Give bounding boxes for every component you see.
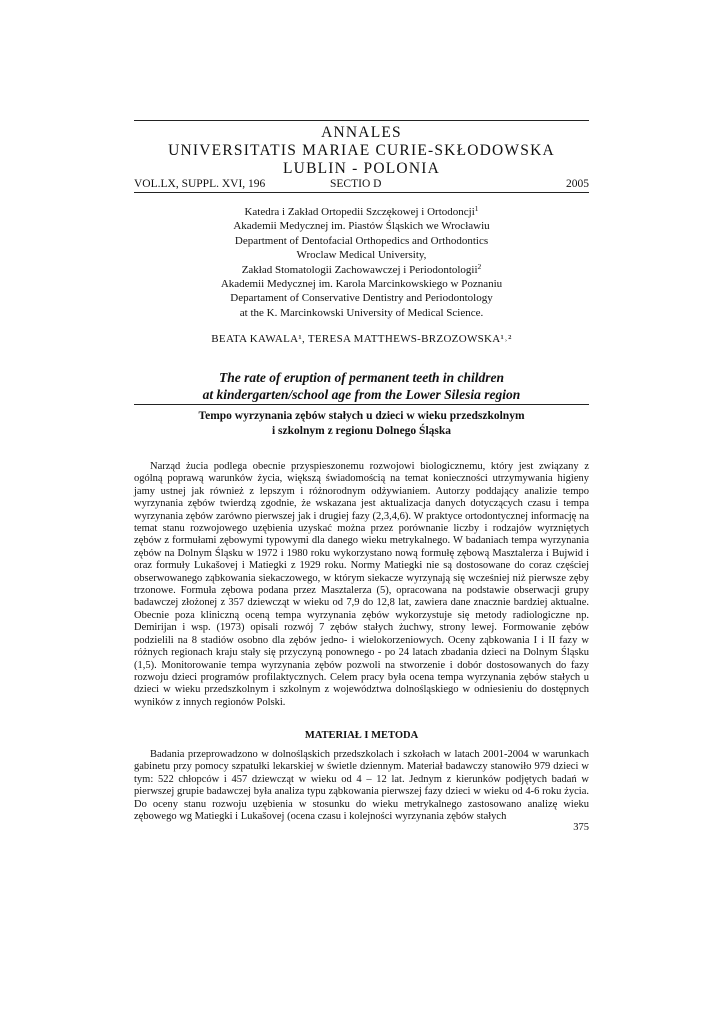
page-number: 375 [573, 822, 589, 833]
affiliation-line: Zakład Stomatologii Zachowawczej i Periodontologii$^2$ [241, 261, 482, 276]
polish-title-line1: Tempo wyrzynania zębów stałych u dzieci w wieku przedszkolnym [198, 410, 525, 422]
journal-name-line2: UNIVERSITATIS MARIAE CURIE-SKŁODOWSKA [168, 142, 555, 159]
method-text [134, 749, 589, 823]
affiliation-line: at the K. Marcinkowski University of Medical Science. [239, 306, 484, 319]
journal-name-line1: ANNALES [321, 124, 402, 141]
polish-title [134, 409, 589, 439]
english-title-line1: The rate of eruption of permanent teeth in children [218, 370, 504, 385]
affiliation-line: Departament of Conservative Dentistry and Periodontology [230, 292, 493, 305]
header-rule-bottom [134, 192, 589, 193]
introduction [134, 461, 589, 709]
section-info: SECTIO D [330, 178, 382, 190]
affiliation-line: Katedra i Zakład Ortopedii Szczękowej i Ortodoncji$^1$ [244, 204, 479, 218]
polish-title-line2: i szkolnym z regionu Dolnego Śląska [271, 425, 452, 437]
affiliation-line: Wroclaw Medical University, [296, 249, 427, 262]
authors: BEATA KAWALA¹, TERESA MATTHEWS-BRZOZOWSKA¹˒² [211, 333, 512, 345]
method-paragraph: Badania przeprowadzono w dolnośląskich przedszkolach i szkołach w latach 2001-2004 w warunkach gabinetu przy pomocy szpatułki lekarskiej w świetle dziennym. Materiał badawczy stanowiło 979 dzieci w tym: 522 chłopców i 457 dziewcząt w wieku od 4 – 12 lat. Jednym z kierunków podjętych badań w pierwszej grupie badawczej była analiza typu ząbkowania pierwszej fazy dzieci w wieku od 4-6 roku życia. Do oceny stanu rozwoju uzębienia w stosunku do wieku metrykalnego zastosowano analizę wieku zębowego wg Matiegki i Lukašovej (ocena czasu i kolejności wyrzynania zębów stałych [134, 749, 589, 823]
affiliation-line: Akademii Medycznej im. Piastów Śląskich we Wrocławiu [233, 220, 490, 233]
year-info: 2005 [566, 178, 589, 190]
affiliation-line: Department of Dentofacial Orthopedics and Orthodontics [234, 234, 489, 247]
volume-info: VOL.LX, SUPPL. XVI, 196 [134, 178, 266, 190]
english-title-line2: at kindergarten/school age from the Lower Silesia region [202, 387, 521, 402]
section-heading-material-method: MATERIAŁ I METODA [304, 730, 419, 741]
affiliation-marker: 2 [477, 261, 482, 271]
introduction-paragraph: Narząd żucia podlega obecnie przyspieszonemu rozwojowi biologicznemu, który jest związany z ogólną poprawą warunków życia, większą świadomością na temat konieczności utrzymywania higieny jamy ustnej jak również z lepszym i różnorodnym odżywianiem. Autorzy poddający analizie tempo wyrzynania zębów twierdzą zgodnie, że wskazana jest aktualizacja danych dotyczących czasu i tempa wyrzynania zębów zarówno pierwszej jak i drugiej fazy (2,3,4,6). W praktyce ortodontycznej informację na temat stanu rozwojowego uzębienia uzyskać można przez porównanie liczby i rodzajów wyrzniętych zębów z formułami zębowymi typowymi dla danego wieku metrykalnego. W badaniach tempa wyrzynania zębów na Dolnym Śląsku w 1972 i 1980 roku wykorzystano nową formułę zębową Masztalerza i Bujwid i oraz formuły Lukašovej i Matiegki z 1929 roku. Normy Matiegki nie są dostosowane do coraz częściej obserwowanego ząbkowania siekaczowego, w którym siekacze wyrzynają się wcześniej niż pierwsze zęby trzonowe. Formuła zębowa podana przez Masztalerza (5), opracowana na podstawie obserwacji grupy badawczej złożonej z 357 dziewcząt w wieku od 7,9 do 12,8 lat, zawiera dane znacznie bardziej aktualne. Obecnie poza kliniczną oceną tempa wyrzynania zębów wykorzystuje się metody radiologiczne np. Demirijan i wsp. (1973) opisali rozwój 7 zębów stałych żuchwy, strony lewej. Formowanie zębów podzielili na 8 stadiów osobno dla zębów jedno- i wielokorzeniowych. Oceny ząbkowania I i II fazy w różnych regionach kraju stały się przyczyną ponownego - po 24 latach zbadania dzieci na Dolnym Śląsku (1,5). Monitorowanie tempa wyrzynania zębów pozwoli na stworzenie i dobór dostosowanych do fazy rozwoju dzieci programów profilaktycznych. Celem pracy była ocena tempa wyrzynania zębów stałych u dzieci w wieku przedszkolnym i szkolnym z województwa dolnośląskiego w odniesieniu do dostępnych wyników z innych regionów Polski. [134, 461, 589, 708]
english-title [134, 369, 589, 403]
journal-name-line3: LUBLIN - POLONIA [283, 160, 440, 177]
affiliation-marker: 1 [474, 204, 479, 213]
affiliations [134, 205, 589, 320]
header-rule-top [134, 120, 589, 121]
affiliation-line: Akademii Medycznej im. Karola Marcinkowskiego w Poznaniu [220, 278, 503, 291]
title-rule [134, 404, 589, 405]
